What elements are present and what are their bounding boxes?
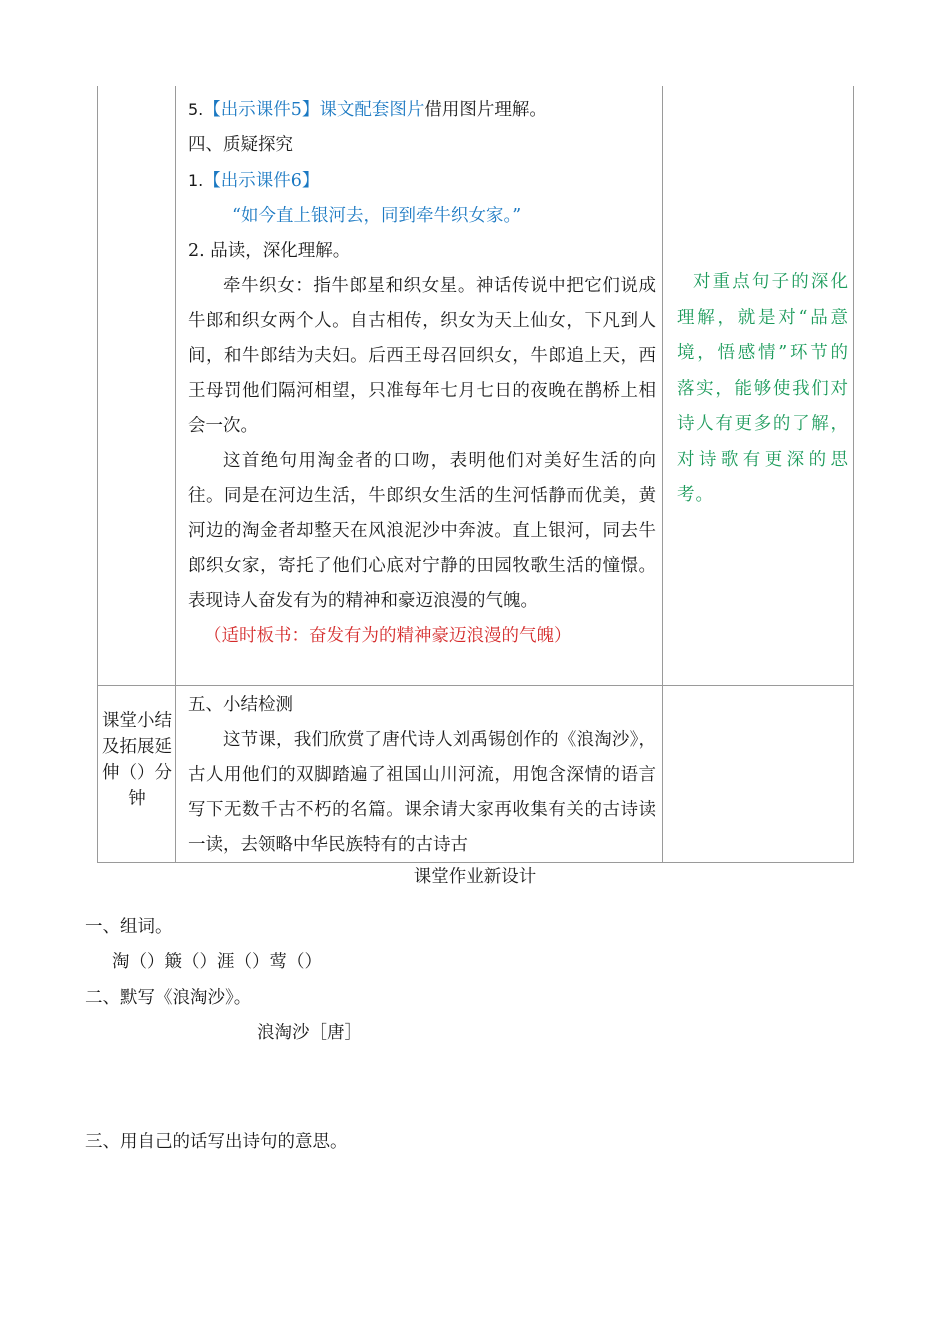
table-right-border (853, 86, 854, 863)
summary-row-label: 课堂小结及拓展延伸（）分钟 (102, 711, 172, 809)
poem-quote: “如今直上银河去，同到牵牛织女家。” (232, 206, 522, 226)
summary-paragraph: 这节课，我们欣赏了唐代诗人刘禹锡创作的《浪淘沙》，古人用他们的双脚踏遍了祖国山川河流，用饱含深情的语言写下无数千古不朽的名篇。课余请大家再收集有关的古诗读一读，去领略中华民族特有的古诗古 (188, 730, 656, 855)
item-1-number: 1. (188, 171, 204, 190)
board-note: （适时板书：奋发有为的精神豪迈浪漫的气魄） (204, 626, 572, 646)
item-5-number: 5. (188, 100, 204, 119)
item-2-line: 2. 品读，深化理解。 (188, 241, 351, 261)
teaching-note (677, 265, 849, 514)
question-1-items: 淘（）簸（）涯（）莺（） (112, 952, 322, 972)
section-5-title: 五、小结检测 (188, 695, 293, 715)
courseware-image-link: 课文配套图片 (319, 100, 425, 120)
teaching-note-text: 对重点句子的深化理解，就是对“品意境，悟感情”环节的落实，能够使我们对诗人有更多的了解，对诗歌有更深的思考。 (677, 272, 849, 505)
courseware-6-tag: 【出示课件6】 (203, 171, 320, 191)
item-5-rest: 借用图片理解。 (424, 100, 547, 120)
question-3-title: 三、用自己的话写出诗句的意思。 (85, 1132, 348, 1152)
question-1-title: 一、组词。 (85, 917, 173, 937)
summary-content-cell (188, 688, 656, 863)
homework-heading: 课堂作业新设计 (413, 867, 537, 887)
table-col-divider-1 (175, 86, 176, 863)
table-row-divider (97, 685, 854, 686)
question-2-title: 二、默写《浪淘沙》。 (85, 988, 252, 1008)
explanation-paragraph-1: 牵牛织女：指牛郎星和织女星。神话传说中把它们说成牛郎和织女两个人。自古相传，织女为天上仙女，下凡到人间，和牛郎结为夫妇。后西王母召回织女，牛郎追上天，西王母罚他们隔河相望，只准每年七月七日的夜晚在鹊桥上相会一次。 (188, 276, 656, 436)
table-col-divider-2 (662, 86, 663, 863)
section-4-title: 四、质疑探究 (188, 135, 293, 155)
item-1-line (188, 163, 656, 199)
lesson-content-cell (188, 92, 656, 654)
courseware-5-tag: 【出示课件5】 (203, 100, 320, 120)
item-5-line (188, 92, 656, 128)
poem-title: 浪淘沙［唐］ (257, 1023, 362, 1043)
table-left-border (97, 86, 98, 863)
explanation-paragraph-2: 这首绝句用淘金者的口吻，表明他们对美好生活的向往。同是在河边生活，牛郎织女生活的生河恬静而优美，黄河边的淘金者却整天在风浪泥沙中奔波。直上银河，同去牛郎织女家，寄托了他们心底对宁静的田园牧歌生活的憧憬。表现诗人奋发有为的精神和豪迈浪漫的气魄。 (188, 451, 656, 611)
